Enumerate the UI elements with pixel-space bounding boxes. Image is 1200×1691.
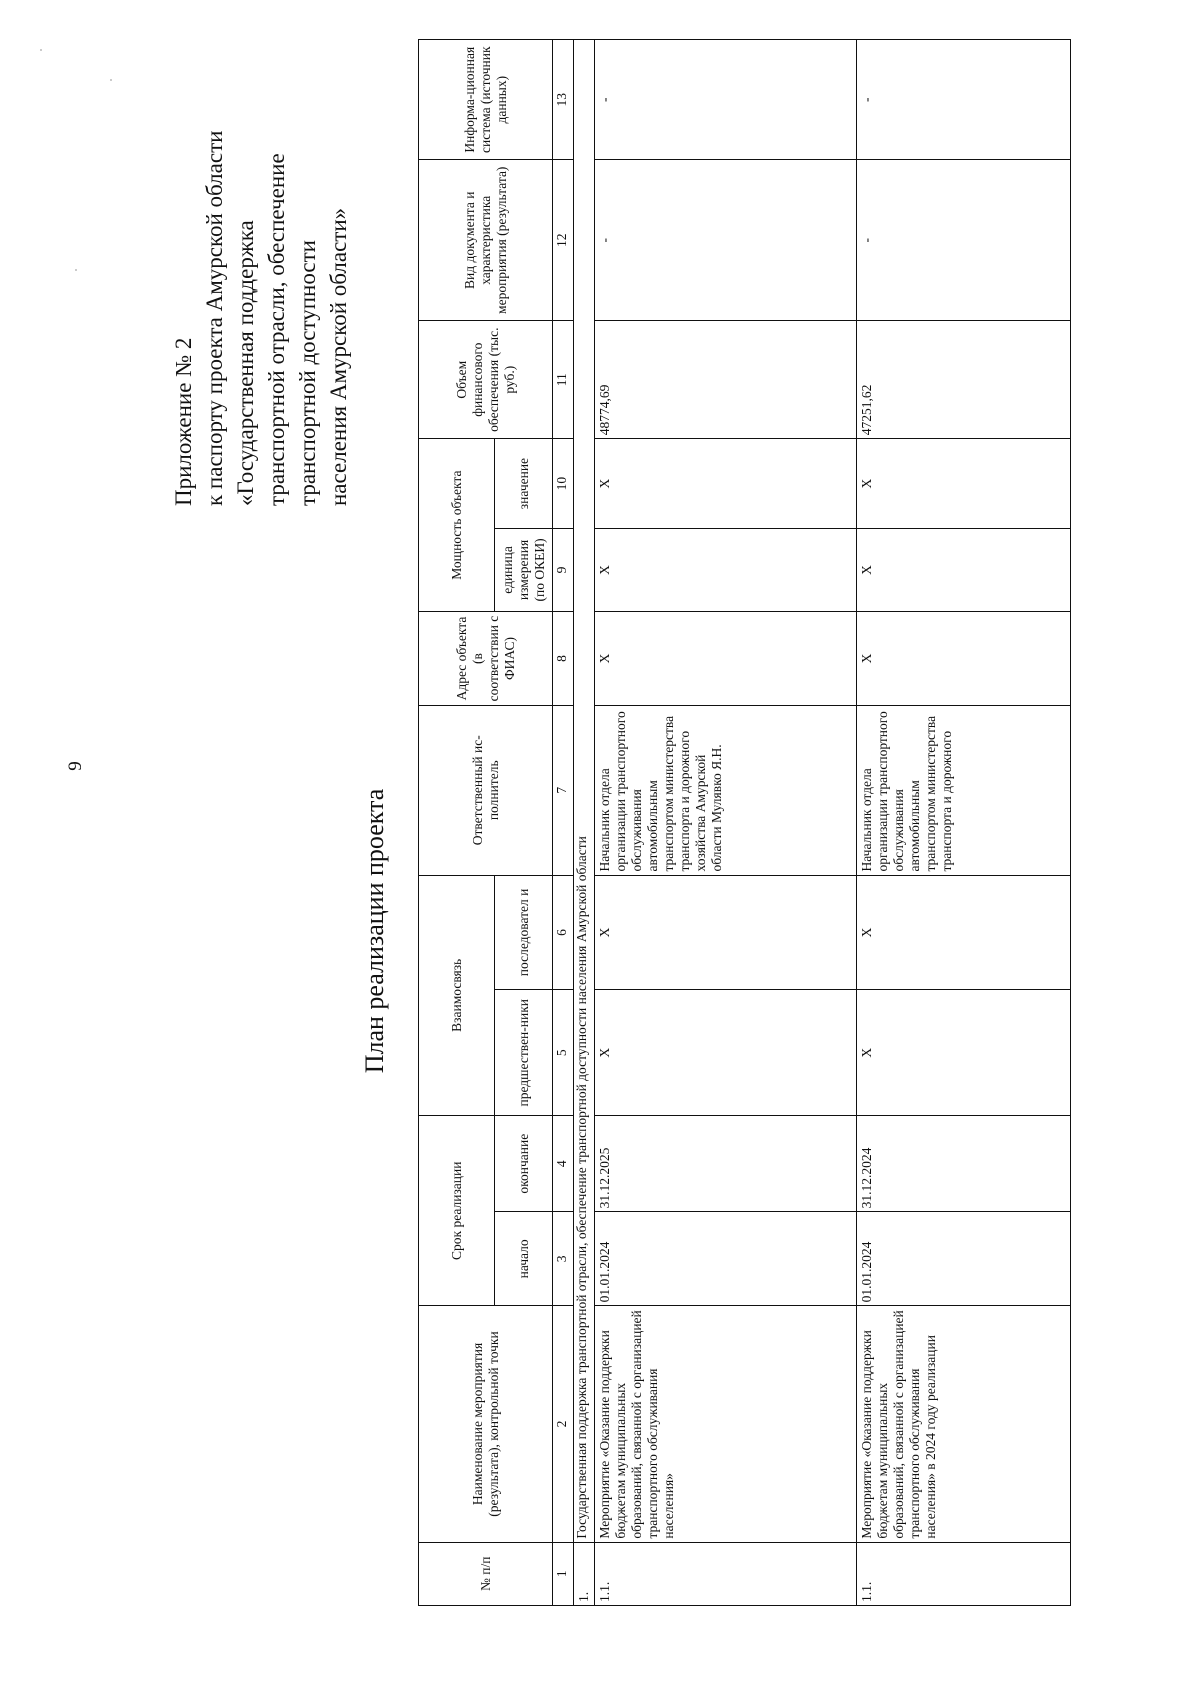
header-document: Вид документа и характеристика мероприятия (результата) xyxy=(419,160,553,321)
row-document: - xyxy=(857,160,1071,321)
row-responsible: Начальник отдела организации транспортного обслуживания автомобильным транспортом министерства транспорта и дорожного xyxy=(857,706,1071,876)
row-finance: 48774,69 xyxy=(595,321,857,439)
column-number: 13 xyxy=(553,40,574,160)
plan-title: План реализации проекта xyxy=(360,788,389,1074)
column-number: 7 xyxy=(553,706,574,876)
header-end: окончание xyxy=(495,1116,553,1212)
appendix-line: населения Амурской области» xyxy=(326,207,351,506)
row-start: 01.01.2024 xyxy=(857,1212,1071,1306)
section-num: 1. xyxy=(574,1542,595,1605)
table-row xyxy=(857,40,1071,1606)
row-predecessors: X xyxy=(857,990,1071,1116)
appendix-line: транспортной доступности xyxy=(295,240,320,506)
row-info-system: - xyxy=(595,40,857,160)
row-start: 01.01.2024 xyxy=(595,1212,857,1306)
column-number: 5 xyxy=(553,990,574,1116)
row-end: 31.12.2025 xyxy=(595,1116,857,1212)
row-document: - xyxy=(595,160,857,321)
scan-artifact xyxy=(75,269,77,271)
column-number-row xyxy=(553,40,574,1606)
header-power: Мощность объекта xyxy=(419,439,495,612)
row-num: 1.1. xyxy=(595,1542,857,1605)
column-number: 1 xyxy=(553,1542,574,1605)
header-link: Взаимосвязь xyxy=(419,875,495,1116)
column-number: 12 xyxy=(553,160,574,321)
row-finance: 47251,62 xyxy=(857,321,1071,439)
header-address: Адрес объекта (в соответствии с ФИАС) xyxy=(419,612,553,706)
header-finance: Объем финансового обеспечения (тыс. руб.) xyxy=(419,321,553,439)
appendix-line: «Государственная поддержка xyxy=(233,220,258,506)
row-successors: X xyxy=(857,875,1071,990)
row-predecessors: X xyxy=(595,990,857,1116)
row-address: X xyxy=(595,612,857,706)
column-number: 4 xyxy=(553,1116,574,1212)
appendix-heading xyxy=(168,26,354,506)
row-unit: X xyxy=(595,528,857,611)
row-num: 1.1. xyxy=(857,1542,1071,1605)
appendix-line: Приложение № 2 xyxy=(171,337,196,506)
header-responsible: Ответственный ис-полнитель xyxy=(419,706,553,876)
column-number: 11 xyxy=(553,321,574,439)
row-successors: X xyxy=(595,875,857,990)
appendix-line: транспортной отрасли, обеспечение xyxy=(264,153,289,506)
header-unit: единица измерения (по ОКЕИ) xyxy=(495,528,553,611)
row-end: 31.12.2024 xyxy=(857,1116,1071,1212)
header-value: значение xyxy=(495,439,553,529)
implementation-plan-table xyxy=(418,39,1071,1606)
header-name: Наименование мероприятия (результата), контрольной точки xyxy=(419,1306,553,1542)
column-number: 8 xyxy=(553,612,574,706)
page-number: 9 xyxy=(65,761,86,771)
row-value: X xyxy=(595,439,857,529)
row-info-system: - xyxy=(857,40,1071,160)
row-unit: X xyxy=(857,528,1071,611)
section-row xyxy=(574,40,595,1606)
header-start: начало xyxy=(495,1212,553,1306)
header-term: Срок реализации xyxy=(419,1116,495,1306)
column-number: 3 xyxy=(553,1212,574,1306)
header-successors: последовател и xyxy=(495,875,553,990)
row-value: X xyxy=(857,439,1071,529)
scan-artifact xyxy=(40,49,42,51)
row-address: X xyxy=(857,612,1071,706)
table-row xyxy=(595,40,857,1606)
appendix-line: к паспорту проекта Амурской области xyxy=(202,130,227,506)
header-num: № п/п xyxy=(419,1542,553,1605)
section-title: Государственная поддержка транспортной отрасли, обеспечение транспортной доступности населения Амурской области xyxy=(574,40,595,1543)
row-name: Мероприятие «Оказание поддержки бюджетам муниципальных образований, связанной с организацией транспортного обслуживания населения» в 2024 году реализации xyxy=(857,1306,1071,1542)
column-number: 2 xyxy=(553,1306,574,1542)
header-info-system: Информа-ционная система (источник данных) xyxy=(419,40,553,160)
column-number: 10 xyxy=(553,439,574,529)
row-responsible: Начальник отдела организации транспортного обслуживания автомобильным транспортом министерства транспорта и дорожного хозяйства Амурской области Мулявко Я.Н. xyxy=(595,706,857,876)
header-predecessors: предшествен-ники xyxy=(495,990,553,1116)
row-name: Мероприятие «Оказание поддержки бюджетам муниципальных образований, связанной с организацией транспортного обслуживания населения» xyxy=(595,1306,857,1542)
column-number: 9 xyxy=(553,528,574,611)
scan-artifact xyxy=(110,79,112,81)
column-number: 6 xyxy=(553,875,574,990)
